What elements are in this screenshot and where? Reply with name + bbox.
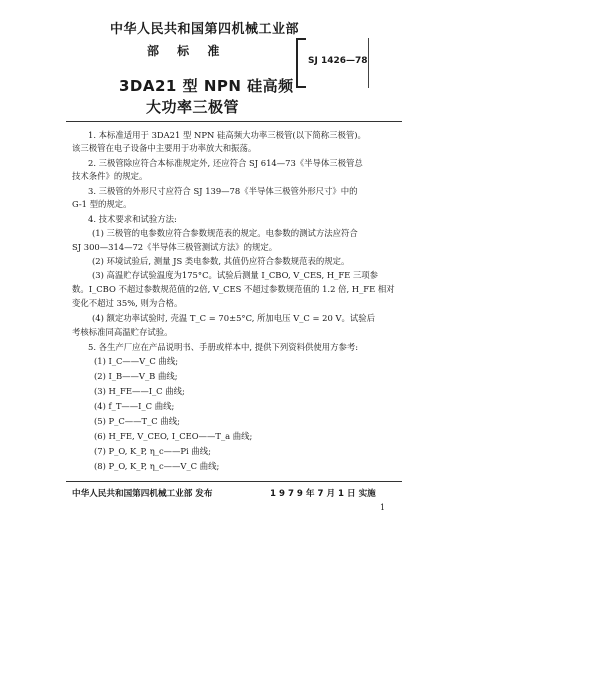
footer-date: 1 9 7 9 年 7 月 1 日 实施 <box>270 489 376 499</box>
ministry-name: 中华人民共和国第四机械工业部 <box>110 22 300 37</box>
paragraph-4-3b: 数。I_CBO 不超过参数规范值的2倍, V_CES 不超过参数规范值的 1.2 倍, H_FE 相对 <box>72 284 395 294</box>
paragraph-2a: 2. 三极管除应符合本标准规定外, 还应符合 SJ 614—73《半导体三极管总 <box>88 158 363 168</box>
paragraph-1a: 1. 本标准适用于 3DA21 型 NPN 硅高频大功率三极管(以下简称三极管)。 <box>88 130 366 140</box>
paragraph-4-4a: (4) 额定功率试验时, 壳温 T_C = 70±5°C, 所加电压 V_C = 20 V。试验后 <box>92 313 376 323</box>
paragraph-5: 5. 各生产厂应在产品说明书、手册或样本中, 提供下列资料供使用方参考: <box>88 342 359 352</box>
paragraph-3b: G-1 型的规定。 <box>72 199 132 209</box>
list-item: (4) f_T——I_C 曲线; <box>94 401 175 411</box>
standard-code-box <box>296 38 369 88</box>
paragraph-2b: 技术条件》的规定。 <box>72 171 148 181</box>
title-line-1: 3DA21 型 NPN 硅高频 <box>119 77 294 95</box>
paragraph-4-3a: (3) 高温贮存试验温度为175°C。试验后测量 I_CBO, V_CES, H_FE 三项参 <box>92 270 379 280</box>
paragraph-4-3c: 变化不超过 35%, 则为合格。 <box>72 298 183 308</box>
paragraph-3a: 3. 三极管的外形尺寸应符合 SJ 139—78《半导体三极管外形尺寸》中的 <box>88 186 358 196</box>
title-line-2: 大功率三极管 <box>146 98 240 116</box>
page-number: 1 <box>380 503 386 512</box>
standard-code: SJ 1426—78 <box>308 56 368 66</box>
list-item: (6) H_FE, V_CEO, I_CEO——T_a 曲线; <box>94 431 253 441</box>
standard-label: 部 标 准 <box>147 44 220 58</box>
list-item: (1) I_C——V_C 曲线; <box>94 356 179 366</box>
footer-issuer: 中华人民共和国第四机械工业部 发布 <box>72 489 213 499</box>
list-item: (2) I_B——V_B 曲线; <box>94 371 178 381</box>
list-item: (3) H_FE——I_C 曲线; <box>94 386 185 396</box>
list-item: (7) P_O, K_P, η_c——Pi 曲线; <box>94 446 211 456</box>
top-divider <box>66 121 402 122</box>
paragraph-4-2: (2) 环境试验后, 测量 JS 类电参数, 其值仍应符合参数规范表的规定。 <box>92 256 350 266</box>
paragraph-4: 4. 技术要求和试验方法: <box>88 214 177 224</box>
paragraph-4-1b: SJ 300—314—72《半导体三极管测试方法》的规定。 <box>72 242 278 252</box>
list-item: (5) P_C——T_C 曲线; <box>94 416 180 426</box>
paragraph-4-1a: (1) 三极管的电参数应符合参数规范表的规定。电参数的测试方法应符合 <box>92 228 358 238</box>
paragraph-4-4b: 考核标准同高温贮存试验。 <box>72 327 173 337</box>
list-item: (8) P_O, K_P, η_c——V_C 曲线; <box>94 461 220 471</box>
paragraph-1b: 该三极管在电子设备中主要用于功率放大和振荡。 <box>72 143 257 153</box>
bottom-divider <box>66 481 402 482</box>
